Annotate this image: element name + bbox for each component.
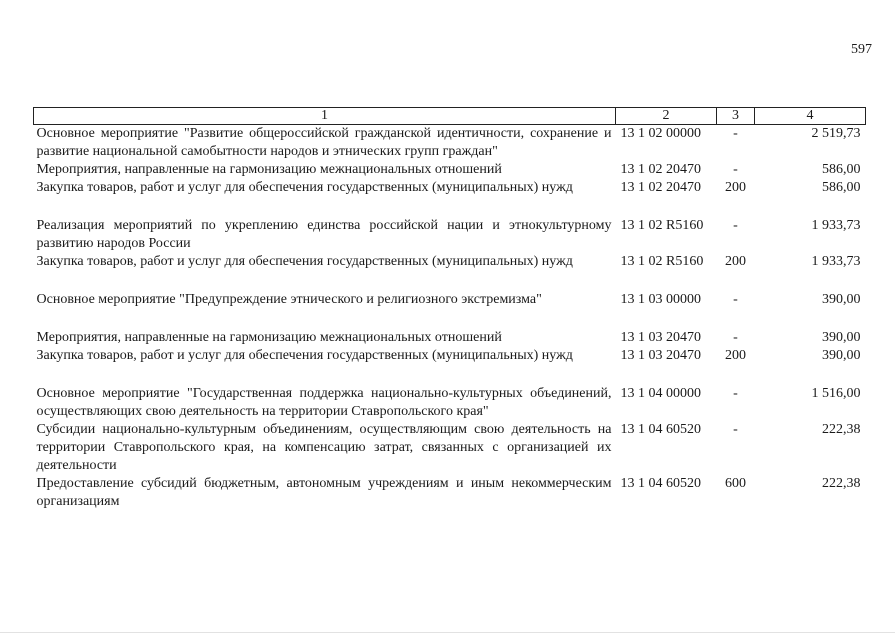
page-bottom-edge: [0, 632, 895, 633]
row-expense-type: -: [733, 218, 738, 233]
row-name: Субсидии национально-культурным объединениям, осуществляющим свою деятельность на территории Ставропольского края, на компенсацию затрат, связанных с организацией их деятельности: [36, 422, 612, 473]
row-amount: 2 519,73: [811, 126, 861, 141]
row-expense-type: -: [733, 292, 738, 307]
table-row: [34, 179, 866, 197]
row-amount: 1 933,73: [811, 218, 861, 233]
row-name: Закупка товаров, работ и услуг для обеспечения государственных (муниципальных) нужд: [36, 180, 573, 195]
header-col-2: 2: [616, 108, 717, 125]
row-code: 13 1 02 00000: [620, 126, 701, 141]
table-row: [34, 309, 866, 347]
header-col-3: 3: [717, 108, 755, 125]
row-amount: 586,00: [822, 180, 861, 195]
table-row: [34, 365, 866, 421]
row-code: 13 1 03 20470: [620, 348, 701, 363]
row-name: Предоставление субсидий бюджетным, автономным учреждениям и иным некоммерческим организациям: [36, 476, 612, 509]
row-amount: 586,00: [822, 162, 861, 177]
table-row: [34, 161, 866, 179]
row-name: Закупка товаров, работ и услуг для обеспечения государственных (муниципальных) нужд: [36, 348, 573, 363]
header-col-1: 1: [34, 108, 616, 125]
row-expense-type: 200: [725, 180, 746, 195]
table-row: [34, 125, 866, 162]
row-code: 13 1 04 60520: [620, 476, 701, 491]
table-row: [34, 421, 866, 475]
row-expense-type: -: [733, 330, 738, 345]
row-name: Основное мероприятие "Развитие общероссийской гражданской идентичности, сохранение и развитие национальной самобытности народов и этнических групп граждан": [36, 126, 612, 159]
row-code: 13 1 03 20470: [620, 330, 701, 345]
table-row: [34, 475, 866, 511]
page-number: 597: [851, 42, 872, 57]
row-amount: 222,38: [822, 422, 861, 437]
table-row: [34, 271, 866, 309]
row-name: Основное мероприятие "Государственная поддержка национально-культурных объединений, осуществляющих свою деятельность на территории Ставропольского края": [36, 386, 612, 419]
row-name: Мероприятия, направленные на гармонизацию межнациональных отношений: [36, 330, 502, 345]
row-expense-type: -: [733, 162, 738, 177]
row-expense-type: -: [733, 422, 738, 437]
row-name: Мероприятия, направленные на гармонизацию межнациональных отношений: [36, 162, 502, 177]
row-amount: 1 933,73: [811, 254, 861, 269]
row-expense-type: 600: [725, 476, 746, 491]
table-header: [34, 108, 866, 125]
budget-table: [33, 107, 866, 511]
row-amount: 390,00: [822, 348, 861, 363]
row-amount: 390,00: [822, 292, 861, 307]
row-name: Основное мероприятие "Предупреждение этнического и религиозного экстремизма": [36, 292, 542, 307]
row-code: 13 1 02 20470: [620, 180, 701, 195]
table-row: [34, 197, 866, 253]
row-expense-type: -: [733, 386, 738, 401]
row-expense-type: 200: [725, 254, 746, 269]
row-expense-type: 200: [725, 348, 746, 363]
row-code: 13 1 02 R5160: [620, 218, 704, 233]
row-name: Закупка товаров, работ и услуг для обеспечения государственных (муниципальных) нужд: [36, 254, 573, 269]
row-code: 13 1 04 00000: [620, 386, 701, 401]
table-row: [34, 253, 866, 271]
row-code: 13 1 03 00000: [620, 292, 701, 307]
row-name: Реализация мероприятий по укреплению единства российской нации и этнокультурному развитию народов России: [36, 218, 612, 251]
header-col-4: 4: [755, 108, 866, 125]
row-code: 13 1 04 60520: [620, 422, 701, 437]
row-amount: 222,38: [822, 476, 861, 491]
row-code: 13 1 02 20470: [620, 162, 701, 177]
row-expense-type: -: [733, 126, 738, 141]
row-amount: 1 516,00: [811, 386, 861, 401]
row-amount: 390,00: [822, 330, 861, 345]
row-code: 13 1 02 R5160: [620, 254, 704, 269]
table-row: [34, 347, 866, 365]
